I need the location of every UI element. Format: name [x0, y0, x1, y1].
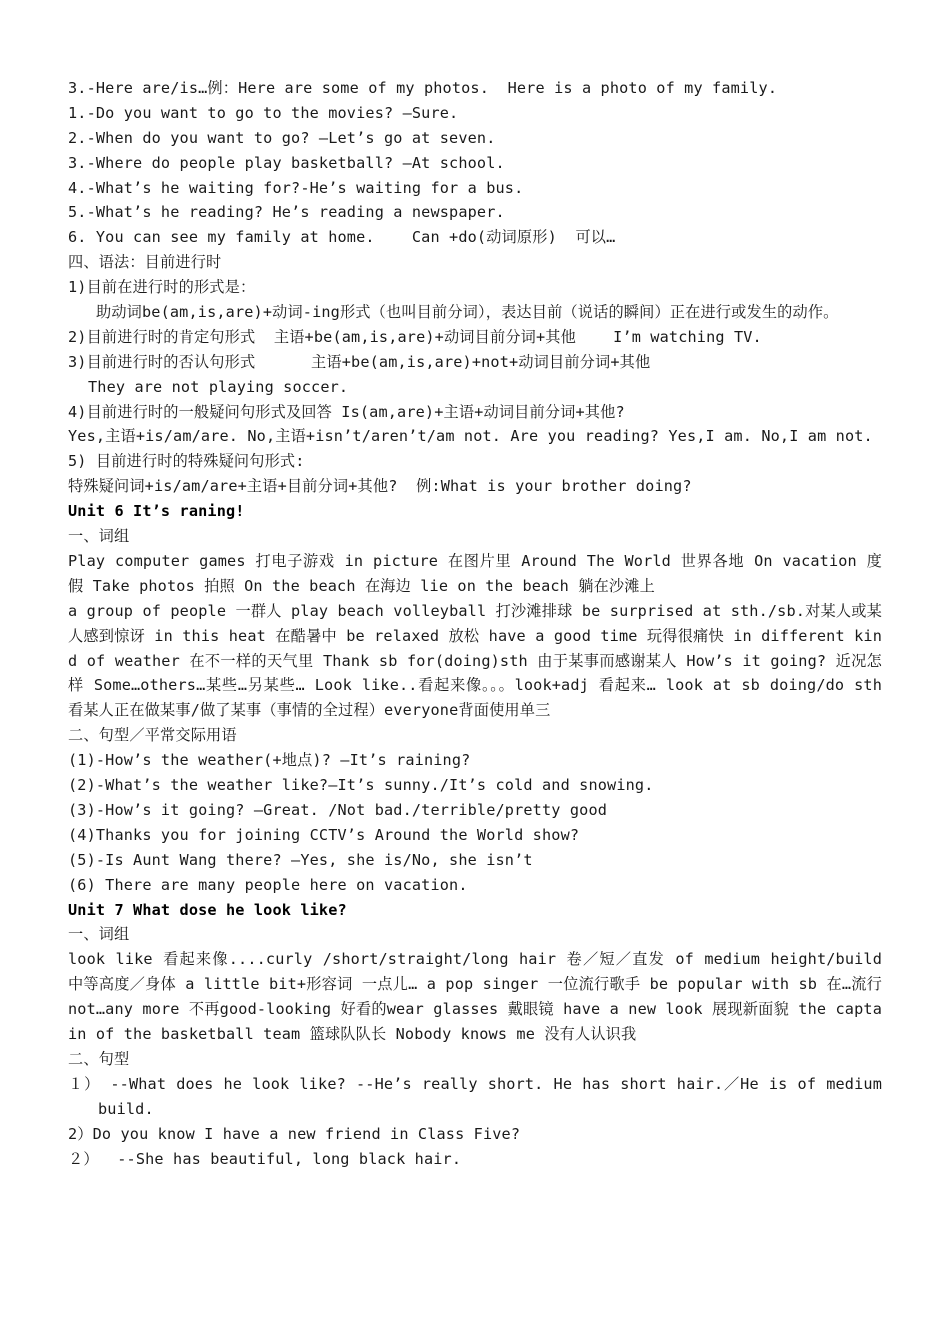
section-heading: 一、词组	[68, 925, 130, 944]
text-line: 2.-When do you want to go? –Let’s go at seven.	[68, 128, 496, 147]
sentence-pattern: 2）Do you know I have a new friend in Class Five?	[68, 1124, 521, 1143]
section-heading: 二、句型	[68, 1049, 130, 1068]
sentence-pattern: (6) There are many people here on vacation.	[68, 875, 468, 894]
section-heading: 四、语法：目前进行时	[68, 253, 222, 272]
sentence-pattern: (1)-How’s the weather(+地点)? –It’s raining?	[68, 751, 471, 770]
section-heading: 一、词组	[68, 527, 130, 546]
sentence-pattern: ２） --She has beautiful, long black hair.	[68, 1149, 462, 1168]
grammar-paragraph: Yes,主语+is/am/are. No,主语+isn’t/aren’t/am not. Are you reading? Yes,I am. No,I am not.	[68, 427, 873, 446]
sentence-pattern: (4)Thanks you for joining CCTV’s Around the World show?	[68, 825, 580, 844]
vocab-paragraph: a group of people 一群人 play beach volleyball 打沙滩排球 be surprised at sth./sb.对某人或某人感到惊讶 in this heat 在酷暑中 be relaxed 放松 have a good time 玩得很痛快 in different kind of weather 在不一样的天气里 Thank sb for(doing)sth 由于某事而感谢某人 How’s it going? 近况怎样 Some…others…某些…另某些… Look like..看起来像。。。look+adj 看起来… look at sb doing/do sth 看某人正在做某事/做了某事（事情的全过程）everyone背面使用单三	[68, 601, 882, 720]
grammar-paragraph: 助动词be(am,is,are)+动词-ing形式（也叫目前分词），表达目前（说话的瞬间）正在进行或发生的动作。	[96, 303, 839, 322]
document-page	[68, 76, 882, 1171]
grammar-point: 3)目前进行时的否认句形式 主语+be(am,is,are)+not+动词目前分词+其他	[68, 352, 651, 371]
text-line: 4.-What’s he waiting for?-He’s waiting for a bus.	[68, 178, 524, 197]
grammar-point: 特殊疑问词+is/am/are+主语+目前分词+其他? 例:What is your brother doing?	[68, 477, 692, 496]
example-sentence: They are not playing soccer.	[88, 377, 349, 396]
vocab-paragraph: look like 看起来像....curly /short/straight/long hair 卷／短／直发 of medium height/build 中等高度／身体 a little bit+形容词 一点儿… a pop singer 一位流行歌手 be popular with sb 在…流行 not…any more 不再good-looking 好看的wear glasses 戴眼镜 have a new look 展现新面貌 the captain of the basketball team 篮球队队长 Nobody knows me 没有人认识我	[68, 950, 882, 1044]
section-heading: 二、句型／平常交际用语	[68, 726, 237, 745]
vocab-paragraph: Play computer games 打电子游戏 in picture 在图片里 Around The World 世界各地 On vacation 度假 Take photos 拍照 On the beach 在海边 lie on the beach 躺在沙滩上	[68, 551, 882, 595]
sentence-pattern: (2)-What’s the weather like?—It’s sunny./It’s cold and snowing.	[68, 776, 654, 795]
sentence-pattern: (3)-How’s it going? –Great. /Not bad./terrible/pretty good	[68, 800, 608, 819]
grammar-point: 2)目前进行时的肯定句形式 主语+be(am,is,are)+动词目前分词+其他 I’m watching TV.	[68, 327, 762, 346]
grammar-point: 4)目前进行时的一般疑问句形式及回答 Is(am,are)+主语+动词目前分词+其他?	[68, 402, 625, 421]
text-line: 1.-Do you want to go to the movies? –Sure.	[68, 103, 459, 122]
grammar-point: 1)目前在进行时的形式是：	[68, 278, 256, 297]
text-line: 3.-Where do people play basketball? –At school.	[68, 153, 505, 172]
sentence-pattern: １） --What does he look like? --He’s really short. He has short hair.／He is of medium build.	[68, 1074, 882, 1118]
unit-title: Unit 6 It’s raning!	[68, 502, 245, 521]
grammar-point: 5) 目前进行时的特殊疑问句形式:	[68, 452, 305, 471]
sentence-pattern: (5)-Is Aunt Wang there? –Yes, she is/No, she isn’t	[68, 850, 533, 869]
unit-title: Unit 7 What dose he look like?	[68, 900, 347, 919]
text-line: 5.-What’s he reading? He’s reading a newspaper.	[68, 203, 505, 222]
text-line: 3.-Here are/is…例：Here are some of my photos. Here is a photo of my family.	[68, 79, 778, 97]
text-line: 6. You can see my family at home. Can +do(动词原形) 可以…	[68, 228, 616, 247]
